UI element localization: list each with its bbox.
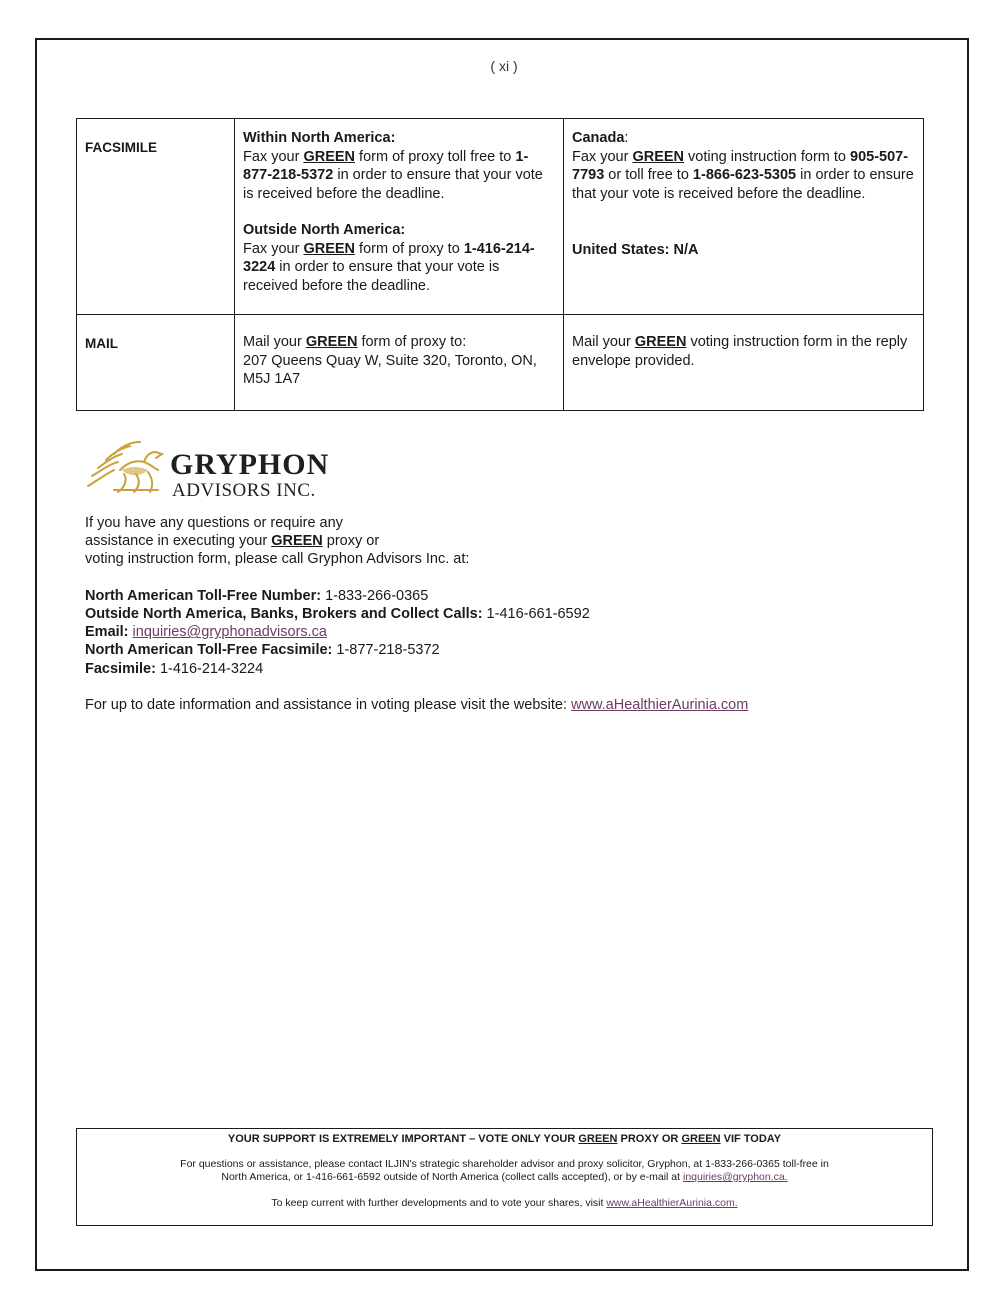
website-line: For up to date information and assistance in voting please visit the website: www.aHealthierAurinia.com [85, 697, 749, 713]
mail-proxy-text: Mail your GREEN form of proxy to: [243, 334, 467, 350]
gryphon-icon [84, 440, 168, 496]
logo-subtitle: ADVISORS INC. [172, 480, 316, 501]
facsimile-north-america-cell [235, 119, 564, 315]
page-number: ( xi ) [490, 58, 518, 74]
facsimile-number: Facsimile: 1-416-214-3224 [85, 660, 264, 677]
outside-north-america-heading: Outside North America: [243, 222, 406, 238]
table-row-mail [77, 315, 924, 411]
mail-label: MAIL [77, 315, 235, 411]
logo-name: GRYPHON [170, 448, 330, 481]
facsimile-label: FACSIMILE [77, 119, 235, 315]
outside-north-america-text: Fax your GREEN form of proxy to 1-416-214-3224 in order to ensure that your vote is received before the deadline. [243, 240, 535, 294]
mail-vif-cell [564, 315, 924, 411]
email-line: Email: inquiries@gryphonadvisors.ca [85, 624, 328, 641]
within-north-america-text: Fax your GREEN form of proxy toll free to 1-877-218-5372 in order to ensure that your vote is received before the deadline. [243, 148, 543, 202]
gryphon-logo [84, 436, 354, 500]
toll-free-number: North American Toll-Free Number: 1-833-266-0365 [85, 587, 429, 604]
canada-fax-text: Fax your GREEN voting instruction form to 905-507-7793 or toll free to 1-866-623-5305 in order to ensure that your vote is received before the deadline. [572, 148, 914, 202]
united-states-line: United States: N/A [572, 242, 699, 258]
footer-notice [76, 1128, 933, 1226]
facsimile-canada-cell [564, 119, 924, 315]
intro-line-2: assistance in executing your GREEN proxy or [85, 533, 380, 550]
intro-line-3: voting instruction form, please call Gryphon Advisors Inc. at: [85, 551, 470, 568]
mail-vif-text: Mail your GREEN voting instruction form in the reply envelope provided. [572, 334, 908, 369]
outside-north-america-number: Outside North America, Banks, Brokers and Collect Calls: 1-416-661-6592 [85, 606, 590, 622]
footer-heading: YOUR SUPPORT IS EXTREMELY IMPORTANT – VOTE ONLY YOUR GREEN PROXY OR GREEN VIF TODAY [227, 1133, 782, 1145]
website-link[interactable]: www.aHealthierAurinia.com [571, 697, 749, 713]
mail-proxy-cell [235, 315, 564, 411]
footer-email-link[interactable]: inquiries@gryphon.ca. [683, 1171, 788, 1183]
footer-visit: To keep current with further developments and to vote your shares, visit www.aHealthierAurinia.com. [271, 1197, 738, 1209]
footer-website-link[interactable]: www.aHealthierAurinia.com. [606, 1197, 738, 1209]
canada-heading: Canada: [572, 130, 629, 146]
intro-line-1: If you have any questions or require any [85, 515, 343, 531]
table-row-facsimile [77, 119, 924, 315]
toll-free-facsimile: North American Toll-Free Facsimile: 1-877-218-5372 [85, 642, 440, 659]
mail-address: 207 Queens Quay W, Suite 320, Toronto, ON, M5J 1A7 [243, 352, 537, 387]
contact-section [85, 514, 905, 714]
voting-methods-table [76, 118, 924, 411]
email-link[interactable]: inquiries@gryphonadvisors.ca [132, 624, 328, 641]
footer-body: For questions or assistance, please contact ILJIN's strategic shareholder advisor and proxy solicitor, Gryphon, at 1-833-266-0365 toll-free in North America, or 1-416-661-6592 outside of North America (collect calls accepted), or by e-mail at inquiries@gryphon.ca. [180, 1158, 829, 1183]
within-north-america-heading: Within North America: [243, 130, 396, 146]
